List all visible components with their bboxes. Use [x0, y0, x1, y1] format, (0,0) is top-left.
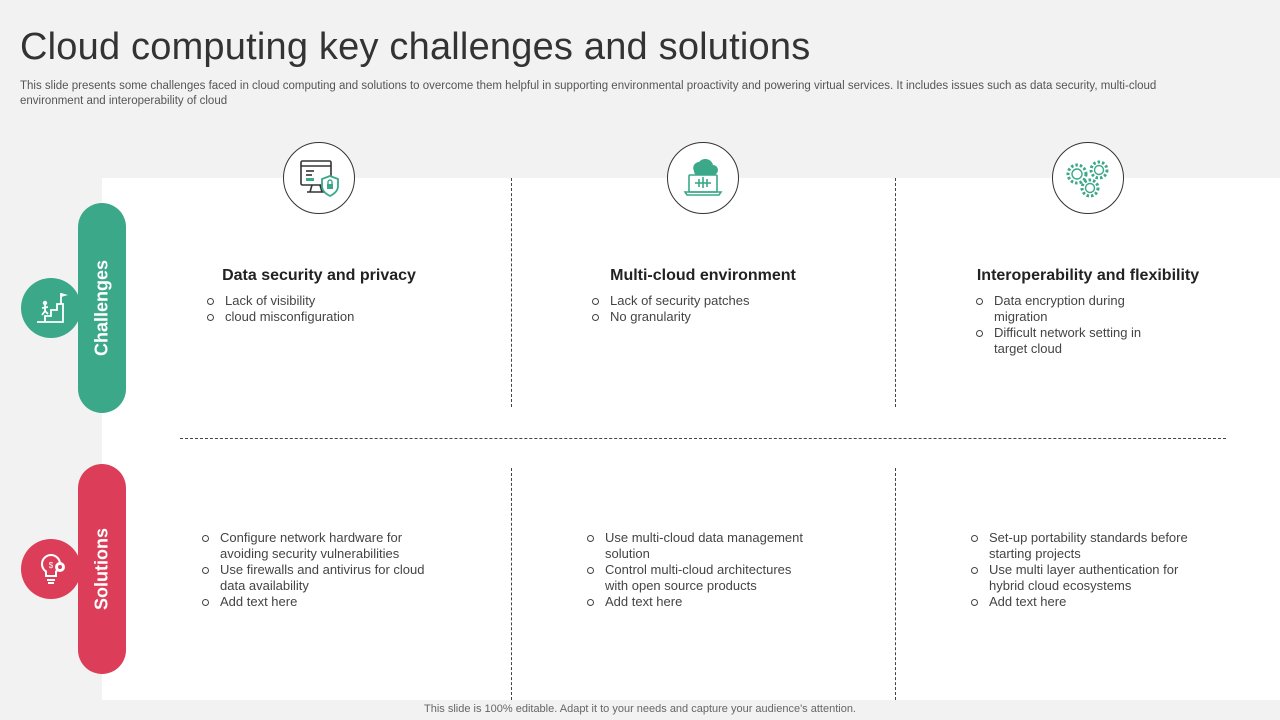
challenges-label-text: Challenges — [91, 259, 112, 357]
footer-note: This slide is 100% editable. Adapt it to your needs and capture your audience's attention. — [424, 703, 856, 715]
list-item: cloud misconfiguration — [206, 309, 466, 325]
content-panel — [102, 178, 1280, 700]
list-item: Add text here — [970, 594, 1200, 610]
list-item: Use multi layer authentication for hybrid cloud ecosystems — [970, 562, 1200, 594]
svg-text:$: $ — [48, 561, 54, 570]
solutions-row-label — [78, 464, 126, 674]
solution-list — [586, 530, 811, 610]
list-item: Lack of security patches — [591, 293, 851, 309]
page-title: Cloud computing key challenges and solutions — [20, 26, 811, 68]
column-heading: Multi-cloud environment — [610, 267, 796, 284]
list-item: Data encryption during migration — [975, 293, 1175, 325]
solutions-label-text: Solutions — [91, 528, 112, 610]
challenge-list — [975, 293, 1175, 357]
secure-computer-icon — [283, 142, 355, 214]
row-divider — [180, 438, 1226, 439]
list-item: No granularity — [591, 309, 851, 325]
solution-list — [970, 530, 1200, 610]
challenge-list — [591, 293, 851, 325]
list-item: Configure network hardware for avoiding security vulnerabilities — [201, 530, 441, 562]
page-subtitle: This slide presents some challenges faced in cloud computing and solutions to overcome them helpful in supporting environmental proactivity and powering virtual services. It includes issues such as data security, multi-cloud environment and interoperability of cloud — [20, 80, 1157, 107]
list-item: Use firewalls and antivirus for cloud data availability — [201, 562, 441, 594]
column-heading: Data security and privacy — [222, 267, 416, 284]
list-item: Add text here — [586, 594, 811, 610]
column-heading: Interoperability and flexibility — [976, 267, 1200, 284]
cloud-laptop-icon — [667, 142, 739, 214]
lightbulb-gear-icon — [21, 539, 81, 599]
list-item: Control multi-cloud architectures with open source products — [586, 562, 811, 594]
solution-list — [201, 530, 441, 610]
list-item: Add text here — [201, 594, 441, 610]
challenges-row-label — [78, 203, 126, 413]
column-divider — [895, 468, 896, 700]
column-divider — [511, 468, 512, 700]
list-item: Use multi-cloud data management solution — [586, 530, 811, 562]
list-item: Lack of visibility — [206, 293, 466, 309]
gears-icon — [1052, 142, 1124, 214]
column-divider — [895, 178, 896, 407]
challenge-list — [206, 293, 466, 325]
list-item: Difficult network setting in target cloud — [975, 325, 1175, 357]
stairs-goal-icon — [21, 278, 81, 338]
list-item: Set-up portability standards before starting projects — [970, 530, 1200, 562]
column-divider — [511, 178, 512, 407]
